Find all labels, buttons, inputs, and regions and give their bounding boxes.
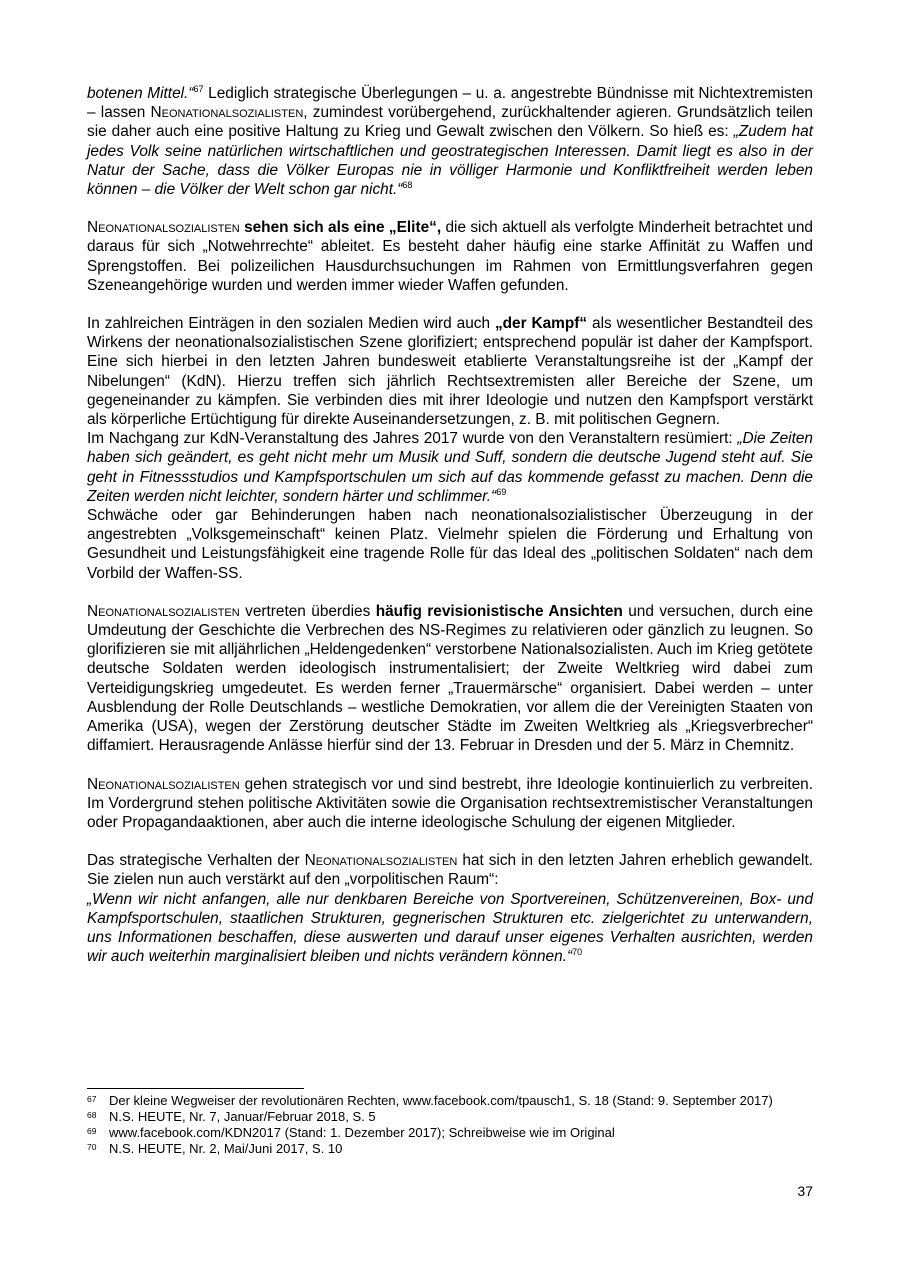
- paragraph-strategy: Neonationalsozialisten gehen strategisch vor und sind bestrebt, ihre Ideologie kontinuierlich zu verbreiten. Im Vordergrund stehen politische Aktivitäten sowie die Organisation rechtsextremistischer Veranstaltungen oder Propagandaaktionen, aber auch die interne ideologische Schulung der eigenen Mitglieder.: [87, 775, 813, 831]
- paragraph-revisionism: Neonationalsozialisten vertreten überdies häufig revisionistische Ansichten und versuchen, durch eine Umdeutung der Geschichte die Verbrechen des NS-Regimes zu relativieren oder gänzlich zu leugnen. So glorifizieren sie mit alljährlichen „Heldengedenken“ verstorbene Nationalsozialisten. Auch im Krieg getötete deutsche Soldaten werden ideologisch instrumentalisiert; der Zweite Weltkrieg wird dabei zum Verteidigungskrieg umgedeutet. Es werden ferner „Trauermärsche“ organisiert. Dabei werden – unter Ausblendung der Rolle Deutschlands – westliche Demokratien, vor allem die der Vereinigten Staaten von Amerika (USA), wegen der Zerstörung deutscher Städte im Zweiten Weltkrieg als „Kriegsverbrecher“ diffamiert. Herausragende Anlässe hierfür sind der 13. Februar in Dresden und der 5. März in Chemnitz.: [87, 602, 814, 755]
- footnote-item: [87, 1093, 813, 1109]
- footnote-item: [87, 1109, 813, 1125]
- term-neonationalsozialisten: Neonationalsozialisten: [150, 104, 304, 122]
- bold-phrase: häufig revisionistische Ansichten: [375, 602, 623, 620]
- footnotes: [87, 1093, 813, 1157]
- paragraph-vorpolitisch-quote: [87, 890, 813, 967]
- term-neonationalsozialisten: Neonationalsozialisten: [87, 219, 240, 237]
- footnote-ref[interactable]: 67: [193, 84, 204, 94]
- footnote-item: [87, 1141, 813, 1157]
- footnote-number: 70: [87, 1142, 97, 1152]
- quote: „Wenn wir nicht anfangen, alle nur denkbaren Bereiche von Sportvereinen, Schützenvereinen, Box- und Kampfsportschulen, staatlichen Strukturen, gegnerischen Strukturen etc. zielgerichtet zu unterwandern, uns Informationen beschaffen, diese auswerten und darauf unser eigenes Verhalten ausrichten, werden wir auch weiterhin marginalisiert bleiben und nichts verändern können.“: [87, 890, 813, 966]
- footnote-ref[interactable]: 70: [572, 947, 583, 958]
- paragraph-volksgemeinschaft: Schwäche oder gar Behinderungen haben nach neonationalsozialistischer Überzeugung in der angestrebten „Volksgemeinschaft“ keinen Platz. Vielmehr spielen die Förderung und Erhaltung von Gesundheit und Leistungsfähigkeit eine tragende Rolle für das Ideal des „politischen Soldaten“ nach dem Vorbild der Waffen-SS.: [87, 507, 813, 582]
- paragraph-war-violence: botenen Mittel.“$^{67}$ Lediglich strategische Überlegungen – u. a. angestrebte Bündnisse mit Nichtextremisten – lassen Neonationalsozialisten, zumindest vorübergehend, zurückhaltender agieren. Grundsätzlich teilen sie daher auch eine positive Haltung zu Krieg und Gewalt zwischen den Völkern. So hieß es: „Zudem hat jedes Volk seine natürlichen wirtschaftlichen und geostrategischen Interessen. Damit liegt es also in der Natur der Sache, dass die Völker Europas nie in völliger Harmonie und Konfliktfreiheit werden leben können – die Völker der Welt schon gar nicht.“$^{68}$: [87, 84, 813, 199]
- term-neonationalsozialisten: Neonationalsozialisten: [304, 852, 458, 870]
- page-number: 37: [797, 1183, 813, 1199]
- term-neonationalsozialisten: Neonationalsozialisten: [87, 602, 240, 620]
- term-neonationalsozialisten: Neonationalsozialisten: [87, 775, 240, 793]
- bold-phrase: „der Kampf“: [494, 315, 588, 333]
- paragraph-kampf: In zahlreichen Einträgen in den sozialen Medien wird auch „der Kampf“ als wesentlicher Bestandteil des Wirkens der neonationalsozialistischen Szene glorifiziert; entsprechend populär ist daher der Kampfsport. Eine sich hierbei in den letzten Jahren bundesweit etablierte Veranstaltungsreihe ist der „Kampf der Nibelungen“ (KdN). Hierzu treffen sich jährlich Rechtsextremisten aller Bereiche der Szene, um gegeneinander zu kämpfen. Sie verbinden dies mit ihrer Ideologie und nutzen den Kampfsport verstärkt als körperliche Ertüchtigung für direkte Auseinandersetzungen, z. B. mit politischen Gegnern.: [87, 315, 813, 429]
- bold-phrase: sehen sich als eine „Elite“,: [239, 219, 442, 237]
- footnote-number: 67: [87, 1094, 97, 1104]
- quote: „Die Zeiten haben sich geändert, es geht nicht mehr um Musik und Suff, sondern die deutsche Jugend steht auf. Sie geht in Fitnessstudios und Kampfsportschulen um sich auf das kommende gefasst zu machen. Denn die Zeiten werden nicht leichter, sondern härter und schlimmer.“: [87, 430, 813, 505]
- footnote-text: www.facebook.com/KDN2017 (Stand: 1. Dezember 2017); Schreibweise wie im Original: [109, 1125, 615, 1140]
- footnote-ref[interactable]: 69: [496, 486, 507, 497]
- footnote-divider: [87, 1088, 304, 1089]
- paragraph-vorpolitisch: Das strategische Verhalten der Neonationalsozialisten hat sich in den letzten Jahren erheblich gewandelt. Sie zielen nun auch verstärkt auf den „vorpolitischen Raum“:: [87, 852, 814, 889]
- footnote-ref[interactable]: 68: [402, 180, 413, 191]
- footnote-text: N.S. HEUTE, Nr. 7, Januar/Februar 2018, S. 5: [109, 1109, 376, 1124]
- quote: „Zudem hat jedes Volk seine natürlichen wirtschaftlichen und geostrategischen Interessen. Damit liegt es also in der Natur der Sache, dass die Völker Europas nie in völliger Harmonie und Konfliktfreiheit werden leben können – die Völker der Welt schon gar nicht.“: [87, 123, 813, 199]
- footnote-number: 69: [87, 1126, 97, 1136]
- footnote-text: N.S. HEUTE, Nr. 2, Mai/Juni 2017, S. 10: [109, 1141, 343, 1156]
- footnote-number: 68: [87, 1110, 97, 1120]
- quote-fragment: botenen Mittel.“: [87, 85, 194, 102]
- document-body: [87, 84, 813, 985]
- paragraph-kdn-quote: Im Nachgang zur KdN-Veranstaltung des Jahres 2017 wurde von den Veranstaltern resümiert: „Die Zeiten haben sich geändert, es geht nicht mehr um Musik und Suff, sondern die deutsche Jugend steht auf. Sie geht in Fitnessstudios und Kampfsportschulen um sich auf das kommende gefasst zu machen. Denn die Zeiten werden nicht leichter, sondern härter und schlimmer.“$^{69}$: [87, 430, 813, 505]
- footnote-text: Der kleine Wegweiser der revolutionären Rechten, www.facebook.com/tpausch1, S. 18 (Stand: 9. September 2017): [109, 1093, 773, 1108]
- paragraph-elite: Neonationalsozialisten sehen sich als eine „Elite“, die sich aktuell als verfolgte Minderheit betrachtet und daraus für sich „Notwehrrechte“ ableitet. Es besteht daher häufig eine starke Affinität zu Waffen und Sprengstoffen. Bei polizeilichen Hausdurchsuchungen im Rahmen von Ermittlungsverfahren gegen Szeneangehörige wurden und werden immer wieder Waffen gefunden.: [87, 219, 813, 294]
- footnote-item: [87, 1125, 813, 1141]
